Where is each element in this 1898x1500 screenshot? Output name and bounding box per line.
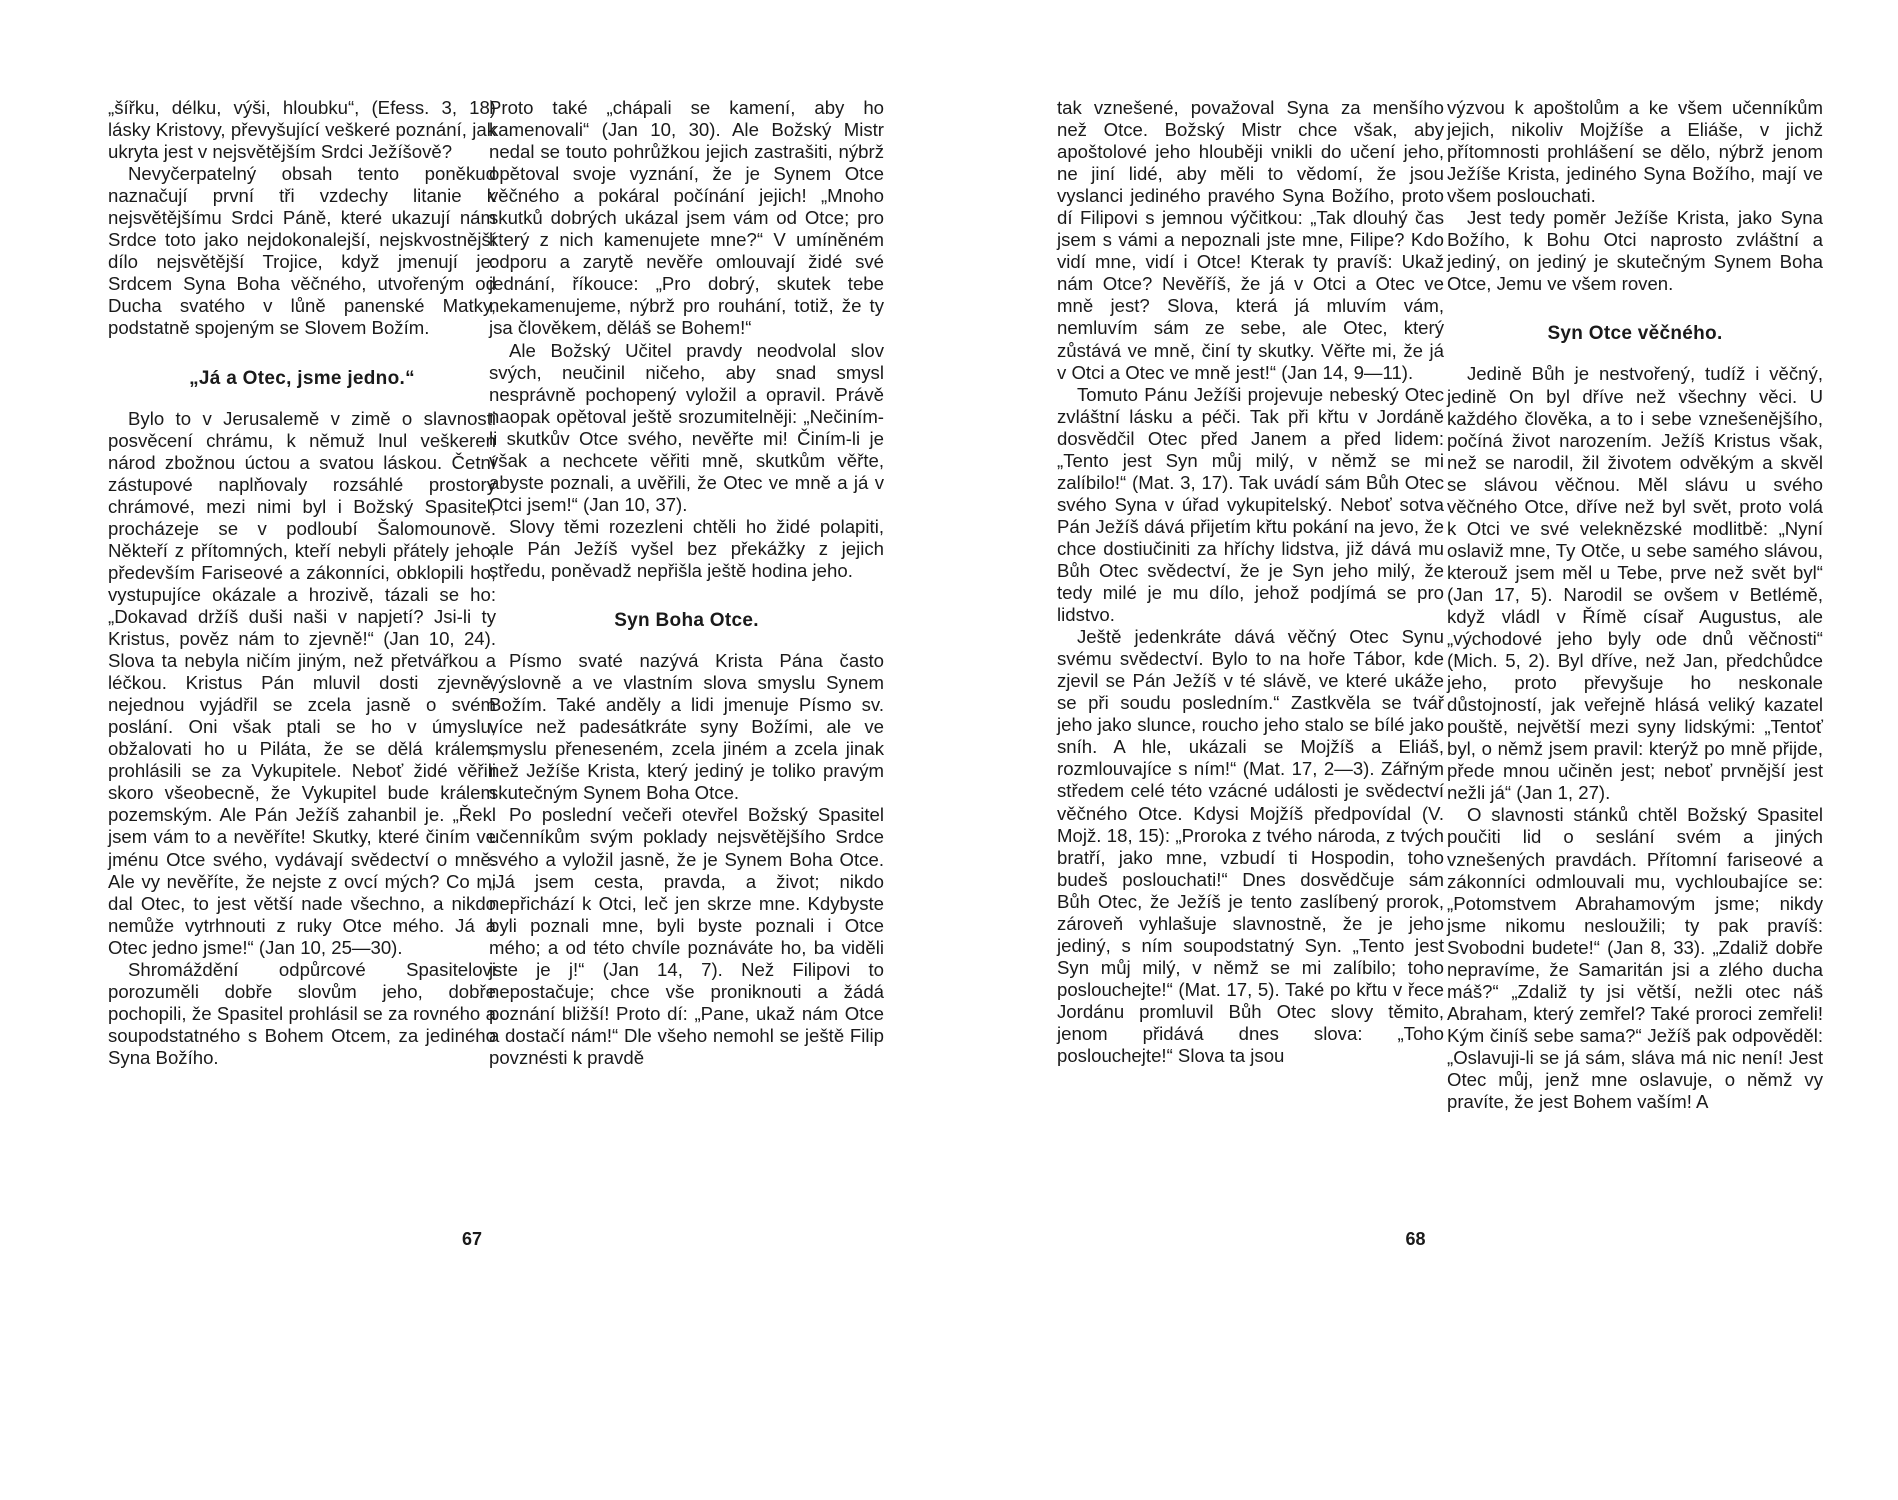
paragraph: Tomuto Pánu Ježíši projevuje nebeský Otec zvláštní lásku a péči. Tak při křtu v Jordáně dosvědčil Otec před Janem a před lidem: „Tento jest Syn můj milý, v němž se mi zalíbilo!“ (Mat. 3, 17). Tak uvádí sám Bůh Otec svého Syna v úřad vykupitelský. Neboť sotva Pán Ježíš dává přijetím křtu pokání na jevo, že chce dostiučiniti za hříchy lidstva, již dává mu Bůh Otec svědectví, že je Syn jeho milý, že tedy milé je mu dílo, jehož podjímá se pro lidstvo.: [1057, 383, 1444, 626]
section-heading: „Já a Otec, jsme jedno.“: [189, 367, 415, 389]
paragraph: Proto také „chápali se kamení, aby ho kamenovali“ (Jan 10, 30). Ale Božský Mistr nedal se touto pohrůžkou jejich zastrašiti, nýbrž opětoval svoje vyznání, že je Synem Otce věčného a pokáral počínání jejich! „Mnoho skutků dobrých ukázal jsem vám od Otce; pro který z nich kamenujete mne?“ V umíněném odporu a zarytě nevěře omlouvají židé své jednání, říkouce: „Pro dobrý, skutek tebe nekamenujeme, nýbrž pro rouhání, totiž, že ty jsa člověkem, děláš se Bohem!“: [489, 97, 884, 339]
page-number: 68: [1405, 1229, 1426, 1249]
paragraph: Nevyčerpatelný obsah tento poněkud naznačují první tři vzdechy litanie k nejsvětějšímu Srdci Páně, které ukazují nám Srdce toto jako nejdokonalejší, nejskvostnější dílo nejsvětější Trojice, když jmenují je: Srdcem Syna Boha věčného, utvořeným od Ducha svatého v lůně panenské Matky, podstatně spojeným se Slovem Božím.: [108, 163, 496, 339]
paragraph: Bylo to v Jerusalemě v zimě o slavnosti posvěcení chrámu, k němuž lnul veškeren národ zbožnou úctou a svatou láskou. Četní zástupové naplňovaly rozsáhlé prostory chrámové, mezi nimi byl i Božský Spasitel, procházeje se v podloubí Šalomounově. Někteří z přítomných, kteří nebyli přátely jeho, především Fariseové a zákonníci, obklopili ho, vystupujíce okázale a hrozivě, tázali se ho: „Dokavad držíš duši naši v napjetí? Jsi-li ty Kristus, pověz nám to zjevně!“ (Jan 10, 24). Slova ta nebyla ničím jiným, než přetvářkou a léčkou. Kristus Pán mluvil dosti zjevně, nejednou vyjádřil se zcela jasně o svém poslání. Oni však ptali se ho v úmyslu, obžalovati ho u Piláta, že se dělá králem, prohlásili se za Vykupitele. Neboť židé věřili skoro všeobecně, že Vykupitel bude králem pozemským. Ale Pán Ježíš zahanbil je. „Řekl jsem vám to a nevěříte! Skutky, které činím ve jménu Otce svého, vydávají svědectví o mně. Ale vy nevěříte, že nejste z ovcí mých? Co mi dal Otec, to jest větší nade všechno, a nikdo nemůže vytrhnouti z ruky Otce mého. Já a Otec jedno jsme!“ (Jan 10, 25—30).: [108, 407, 496, 958]
paragraph: O slavnosti stánků chtěl Božský Spasitel poučiti lid o seslání svém a jiných vznešených pravdách. Přítomní fariseové a zákonníci odmlouvali mu, vychloubajíce se: „Potomstvem Abrahamovým jsme; nikdy jsme nikomu nesloužili; ty pak pravíš: Svobodni budete!“ (Jan 8, 33). „Zdaliž dobře nepravíme, že Samaritán jsi a zlého ducha máš?“ „Zdaliž ty jsi větší, nežli otec náš Abraham, který zemřel? Také proroci zemřeli! Kým činíš sebe sama?“ Ježíš pak odpověděl: „Oslavuji-li se já sám, sláva má nic není! Jest Otec můj, jenž mne oslavuje, o němž vy pravíte, že jest Bohem vaším! A: [1447, 804, 1823, 1113]
paragraph: Shromáždění odpůrcové Spasitelovi porozuměli dobře slovům jeho, dobře pochopili, že Spasitel prohlásil se za rovného a soupodstatného s Bohem Otcem, za jediného Syna Božího.: [108, 958, 496, 1068]
paragraph: Písmo svaté nazývá Krista Pána často výslovně a ve vlastním slova smyslu Synem Božím. Také anděly a lidi jmenuje Písmo sv. více než padesátkráte syny Božími, ale ve smyslu přeneseném, zcela jiném a zcela jinak než Ježíše Krista, který jediný je toliko pravým skutečným Synem Boha Otce.: [489, 650, 884, 804]
paragraph: Jedině Bůh je nestvořený, tudíž i věčný, jedině On byl dříve než všechny věci. U každého člověka, a to i sebe vznešenějšího, počíná život narozením. Ježíš Kristus však, než se narodil, žil životem odvěkým a skvěl se slávou věčnou. Měl slávu u svého věčného Otce, dříve než byl svět, proto volá k Otci ve své veleknězské modlitbě: „Nyní oslaviž mne, Ty Otče, u sebe samého slávou, kterouž jsem měl u Tebe, prve než svět byl“ (Jan 17, 5). Narodil se ovšem v Betlémě, když vládl v Římě císař Augustus, ale „východové jeho byly ode dnů věčnosti“ (Mich. 5, 2). Byl dříve, než Jan, předchůdce jeho, proto převyšuje ho neskonale důstojností, jak veřejně hlásá veliký kazatel pouště, největší mezi syny lidskými: „Tentoť byl, o němž jsem pravil: kterýž po mně přijde, přede mnou učiněn jest; neboť prvnější jest nežli já“ (Jan 1, 27).: [1447, 363, 1823, 804]
right-page-column-2: [1447, 97, 1823, 1113]
paragraph: Po poslední večeři otevřel Božský Spasitel učenníkům svým poklady nejsvětějšího Srdce svého a vyložil jasně, že je Synem Boha Otce. „Já jsem cesta, pravda, a život; nikdo nepřichází k Otci, leč jen skrze mne. Kdybyste byli poznali mne, byli byste poznali i Otce mého; a od této chvíle poznáváte ho, ba viděli jste je j!“ (Jan 14, 7). Než Filipovi to nepostačuje; chce vše proniknouti a žádá poznání bližší! Proto dí: „Pane, ukaž nám Otce a dostačí nám!“ Dle všeho nemohl se ještě Filip povznésti k pravdě: [489, 804, 884, 1068]
paragraph: Jest tedy poměr Ježíše Krista, jako Syna Božího, k Bohu Otci naprosto zvláštní a jediný, on jediný je skutečným Synem Boha Otce, Jemu ve všem roven.: [1447, 207, 1823, 295]
paragraph: Ještě jedenkráte dává věčný Otec Synu svému svědectví. Bylo to na hoře Tábor, kde zjevil se Pán Ježíš v té slávě, ve které ukáže se při soudu posledním.“ Zastkvěla se tvář jeho jako slunce, roucho jeho stalo se bílé jako sníh. A hle, ukázali se Mojžíš a Eliáš, rozmlouvajíce s ním!“ (Mat. 17, 2—3). Zářným středem celé této vzácné události je svědectví věčného Otce. Kdysi Mojžíš předpovídal (V. Mojž. 18, 15): „Proroka z tvého národa, z tvých bratří, jako mne, vzbudí ti Hospodin, toho budeš poslouchati!“ Dnes dosvědčuje sám Bůh Otec, že Ježíš je tento zaslíbený prorok, zároveň vyhlašuje slavnostně, že je jeho jediný, s ním soupodstatný Syn. „Tento jest Syn můj milý, v němž se mi zalíbilo; toho poslouchejte!“ (Mat. 17, 5). Také po křtu v řece Jordánu promluvil Bůh Otec slovy těmito, jenom přidává dnes slova: „Toho poslouchejte!“ Slova ta jsou: [1057, 626, 1444, 1067]
left-page-column-1: [108, 97, 496, 1069]
paragraph: Slovy těmi rozezleni chtěli ho židé polapiti, ale Pán Ježíš vyšel bez překážky z jejich středu, poněvadž nepřišla ještě hodina jeho.: [489, 515, 884, 581]
right-page-column-1: [1057, 97, 1444, 1067]
section-heading: Syn Boha Otce.: [614, 610, 759, 632]
paragraph: tak vznešené, považoval Syna za menšího než Otce. Božský Mistr chce však, aby apoštolové jeho hlouběji vnikli do učení jeho, ne jiní lidé, aby měli to vědomí, že jsou vyslanci jediného pravého Syna Božího, proto dí Filipovi s jemnou výčitkou: „Tak dlouhý čas jsem s vámi a nepoznali jste mne, Filipe? Kdo vidí mne, vidí i Otce! Kterak ty pravíš: Ukaž nám Otce? Nevěříš, že já v Otci a Otec ve mně jest? Slova, která já mluvím vám, nemluvím sám ze sebe, ale Otec, který zůstává ve mně, činí ty skutky. Věřte mi, že já v Otci a Otec ve mně jest!“ (Jan 14, 9—11).: [1057, 97, 1444, 383]
paragraph: výzvou k apoštolům a ke všem učenníkům jejich, nikoliv Mojžíše a Eliáše, v jichž přítomnosti prohlášení se dělo, nýbrž jenom Ježíše Krista, jediného Syna Božího, mají ve všem poslouchati.: [1447, 97, 1823, 207]
page-number: 67: [461, 1229, 483, 1249]
right-page: [949, 0, 1898, 1500]
section-heading: Syn Otce věčného.: [1547, 323, 1723, 345]
left-page-column-2: [489, 97, 884, 1069]
paragraph: „šířku, délku, výši, hloubku“, (Efess. 3, 18) lásky Kristovy, převyšující veškeré poznání, jak ukryta jest v nejsvětějším Srdci Ježíšově?: [108, 97, 496, 163]
paragraph: Ale Božský Učitel pravdy neodvolal slov svých, neučinil ničeho, aby snad smysl nesprávně pochopený vyložil a opravil. Právě naopak opětoval ještě srozumitelněji: „Nečiním-li skutkův Otce svého, nevěřte mi! Činím-li je však a nechcete věřiti mně, skutkům věřte, abyste poznali, a uvěřili, že Otec ve mně a já v Otci jsem!“ (Jan 10, 37).: [489, 339, 884, 515]
